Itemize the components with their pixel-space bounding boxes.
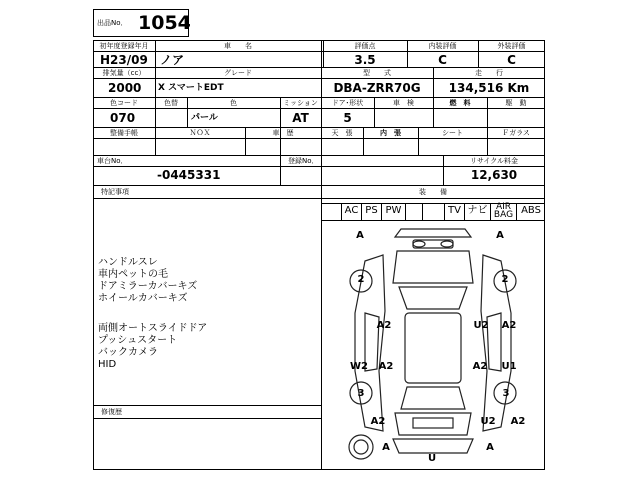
score-label: 評価点 (354, 42, 376, 50)
interior-score-value: C (438, 53, 447, 67)
grade-value: X スマートEDT (158, 83, 224, 93)
equipment-airbag: AIR BAG (490, 203, 516, 220)
car-name-value: ノア (160, 53, 185, 67)
equipment-ps: PS (361, 203, 381, 220)
equipment-abs: ABS (516, 203, 545, 220)
car-damage-diagram (321, 221, 545, 469)
equipment-ac: AC (341, 203, 361, 220)
damage-code: 3 (502, 388, 510, 399)
fuel-label: 燃 料 (449, 99, 471, 107)
notes-label: 特記事項 (101, 188, 129, 196)
model-value: DBA-ZRR70G (333, 81, 421, 95)
notes-group-b (98, 323, 207, 371)
transmission-label: ミッション (283, 99, 318, 107)
note-line: バックカメラ (98, 347, 158, 358)
exterior-score-value: C (507, 53, 516, 67)
chassis-value: -0445331 (157, 168, 221, 182)
first-reg-label: 初年度登録年月 (99, 42, 149, 50)
fglass-label: Ｆガラス (502, 129, 530, 137)
note-line: 両側オートスライドドア (98, 323, 208, 334)
repair-label: 修復歴 (101, 408, 122, 416)
interior-trim-label: 内 張 (380, 129, 401, 137)
damage-code: U2 (480, 416, 496, 427)
model-label: 型 式 (363, 69, 391, 77)
grade-label: グレード (224, 69, 252, 77)
note-line: ホイールカバーキズ (98, 293, 188, 304)
damage-code: 2 (501, 274, 509, 285)
damage-code: U (427, 453, 437, 464)
registration-label: 登録No． (288, 157, 319, 165)
transmission-value: AT (292, 111, 309, 125)
sunroof-label: 天 張 (331, 129, 353, 137)
color-label: 色 (230, 99, 237, 107)
history-label: 車 歴 (272, 129, 294, 137)
damage-code: A (486, 442, 494, 453)
damage-code: U1 (501, 361, 517, 372)
displacement-value: 2000 (108, 81, 142, 95)
damage-code: 2 (357, 274, 365, 285)
note-line: 車内ペットの毛 (98, 269, 168, 280)
nox-label: ＮＯＸ (189, 129, 211, 137)
damage-code: A2 (378, 361, 394, 372)
note-line: プッシュスタート (98, 335, 178, 346)
damage-code: A2 (376, 320, 392, 331)
damage-code: A (496, 230, 504, 241)
note-line: ハンドルスレ (98, 257, 158, 268)
recycle-value: 12,630 (470, 168, 518, 182)
damage-code: A (382, 442, 390, 453)
first-reg-value: H23/09 (100, 53, 148, 67)
seat-label: シート (442, 129, 463, 137)
damage-code: U2 (473, 320, 489, 331)
note-line: HID (98, 359, 117, 370)
recycle-label: リサイクル料金 (469, 157, 519, 165)
vehicle-inspection-label: 車 検 (393, 99, 414, 107)
damage-code: A2 (472, 361, 488, 372)
displacement-label: 排気量（cc） (102, 69, 146, 77)
exterior-score-label: 外装評価 (497, 42, 526, 50)
notes-group-a (98, 257, 197, 305)
lot-box (93, 9, 189, 37)
mileage-label: 走 行 (475, 69, 503, 77)
equipment-navi: ナビ (464, 203, 490, 220)
color-value: パール (191, 113, 218, 123)
damage-code: A2 (370, 416, 386, 427)
damage-code: A (356, 230, 364, 241)
maintenance-label: 整備手帳 (110, 129, 138, 137)
color-code-label: 色コード (110, 99, 138, 107)
lot-label: 出品No． (97, 19, 128, 27)
equipment-tv: TV (444, 203, 464, 220)
note-line: ドアミラーカバーキズ (98, 281, 198, 292)
doors-value: 5 (343, 111, 352, 125)
damage-code: A2 (501, 320, 517, 331)
damage-code: A2 (510, 416, 526, 427)
drive-label: 駆 動 (505, 99, 527, 107)
damage-code: W2 (350, 361, 368, 372)
chassis-label: 車台No． (97, 157, 128, 165)
interior-score-label: 内装評価 (428, 42, 457, 50)
equipment-pw: PW (381, 203, 405, 220)
mileage-value: 134,516 Km (448, 81, 530, 95)
color-code-value: 070 (110, 111, 136, 125)
equipment-label: 装 備 (419, 188, 447, 196)
color-change-label: 色替 (164, 99, 178, 107)
score-value: 3.5 (354, 53, 376, 67)
car-name-label: 車 名 (224, 42, 252, 50)
lot-number: 1054 (138, 12, 191, 34)
damage-code: 3 (357, 388, 365, 399)
doors-label: ドア･形状 (331, 99, 364, 107)
